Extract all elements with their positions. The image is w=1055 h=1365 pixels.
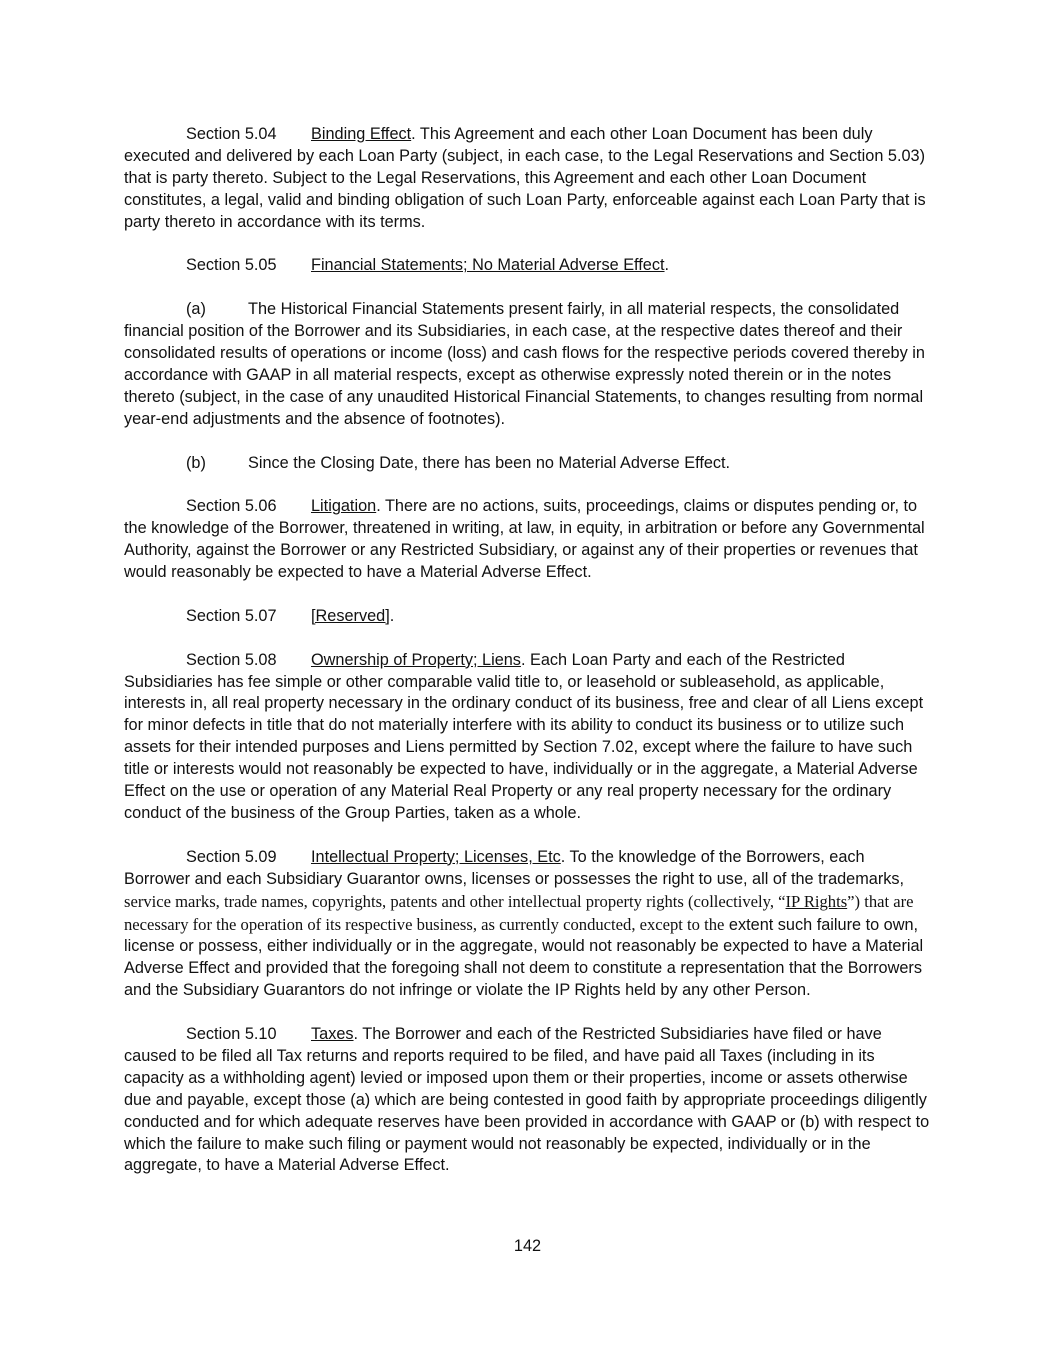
section-5-05 [124, 255, 932, 277]
section-heading-period: . [389, 606, 395, 625]
section-5-08 [124, 650, 932, 825]
defined-term: IP Rights [785, 891, 848, 911]
section-heading: Taxes [311, 1025, 354, 1044]
clause-label: (b) [186, 453, 206, 472]
section-text: . There are no actions, suits, proceedings, claims or disputes pending or, to the knowledge of the Borrower, threatened in writing, at law, in equity, in arbitration or before any Governmental Authority, against the Borrower or any Restricted Subsidiary, or against any of their properties or revenues that would reasonably be expected to have a Material Adverse Effect. [124, 497, 925, 582]
section-number: Section 5.10 [186, 1025, 277, 1044]
section-heading: Binding Effect [311, 125, 412, 143]
section-text: . This Agreement and each other Loan Document has been duly executed and delivered by each Loan Party (subject, in each case, to the Legal Reservations and Section 5.03) that is party thereto. Subject to the Legal Reservations, this Agreement and each other Loan Document constitutes, a legal, valid and binding obligation of such Loan Party, enforceable against each Loan Party that is party thereto in accordance with its terms. [124, 125, 926, 231]
section-heading: [Reserved] [311, 606, 390, 625]
section-heading: Ownership of Property; Liens [311, 650, 521, 669]
section-5-09 [124, 847, 932, 1002]
clause-text: Since the Closing Date, there has been no Material Adverse Effect. [248, 453, 731, 472]
section-heading-period: . [664, 256, 670, 275]
page-number: 142 [513, 1237, 542, 1255]
section-number: Section 5.04 [186, 125, 277, 143]
section-text: . Each Loan Party and each of the Restricted Subsidiaries has fee simple or other comparable valid title to, or leasehold or subleasehold, as applicable, interests in, all real property necessary in the ordinary conduct of its business, free and clear of all Liens except for minor defects in title that do not materially interfere with its ability to conduct its business or to utilize such assets for their intended purposes and Liens permitted by Section 7.02, except where the failure to have such title or interests would not reasonably be expected to have, individually or in the aggregate, a Material Adverse Effect on the use or operation of any Material Real Property or any real property necessary for the ordinary conduct of the business of the Group Parties, taken as a whole. [124, 650, 924, 822]
section-number: Section 5.09 [186, 847, 277, 866]
section-5-06 [124, 496, 932, 584]
section-text-serif: ”) that are necessary for the operation of its respective business, as currently conducted, except to the [124, 891, 914, 934]
clause-label: (a) [186, 300, 206, 319]
section-5-05-a [124, 299, 932, 430]
section-text: . The Borrower and each of the Restricted Subsidiaries have filed or have caused to be filed all Tax returns and reports required to be filed, and have paid all Taxes (including in its capacity as a withholding agent) levied or imposed upon them or their properties, income or assets otherwise due and payable, except those (a) which are being contested in good faith by appropriate proceedings diligently conducted and for which adequate reserves have been provided in accordance with GAAP or (b) with respect to which the failure to make such filing or payment would not reasonably be expected, individually or in the aggregate, to have a Material Adverse Effect. [124, 1025, 930, 1175]
section-5-07 [124, 606, 932, 628]
clause-text: The Historical Financial Statements present fairly, in all material respects, the consolidated financial position of the Borrower and its Subsidiaries, in each case, at the respective dates thereof and their consolidated results of operations or income (loss) and cash flows for the respective periods covered thereby in accordance with GAAP in all material respects, except as otherwise expressly noted therein or in the notes thereto (subject, in the case of any unaudited Historical Financial Statements, to changes resulting from normal year-end adjustments and the absence of footnotes). [124, 300, 925, 428]
section-number: Section 5.08 [186, 650, 277, 669]
section-number: Section 5.06 [186, 497, 277, 516]
section-number: Section 5.05 [186, 256, 277, 275]
section-5-05-b [124, 453, 932, 475]
section-text-serif: service marks, trade names, copyrights, patents and other intellectual property rights (collectively, “ [124, 891, 786, 911]
section-number: Section 5.07 [186, 606, 277, 625]
section-text: . To the knowledge of the Borrowers, each Borrower and each Subsidiary Guarantor owns, licenses or possesses the right to use, all of the trademarks, [124, 847, 905, 888]
section-5-04 [124, 124, 932, 234]
document-page [124, 124, 932, 1199]
section-heading: Intellectual Property; Licenses, Etc [311, 847, 561, 866]
section-5-10 [124, 1024, 932, 1177]
section-text: extent such failure to own, license or possess, either individually or in the aggregate, would not reasonably be expected to have a Material Adverse Effect and provided that the foregoing shall not deem to constitute a representation that the Borrowers and the Subsidiary Guarantors do not infringe or violate the IP Rights held by any other Person. [124, 915, 924, 1000]
section-heading: Litigation [311, 497, 377, 516]
section-heading: Financial Statements; No Material Adverse Effect [311, 256, 665, 275]
